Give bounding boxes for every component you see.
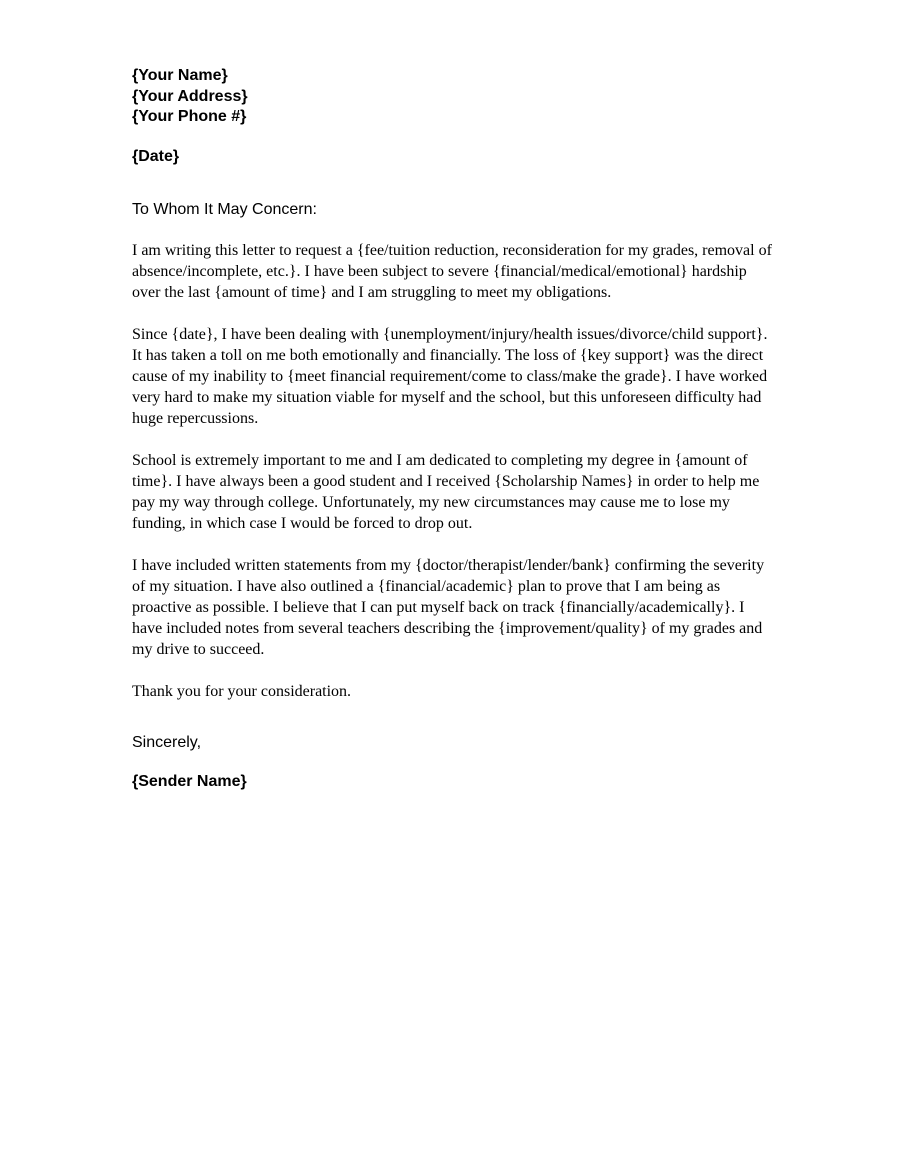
sender-address: {Your Address}: [132, 87, 248, 105]
sender-name: {Your Name}: [132, 67, 228, 84]
letter-paragraphs: [132, 240, 772, 702]
paragraph-thanks: Thank you for your consideration.: [132, 682, 352, 700]
paragraph-school: School is extremely important to me and I am dedicated to completing my degree in {amount of time}. I have always been a good student and I received {Scholarship Names} in order to help me pay my way through college. Unfortunately, my new circumstances may cause me to lose my funding, in which case I would be forced to drop out.: [132, 451, 760, 532]
signature-name: {Sender Name}: [132, 773, 247, 790]
paragraph-circumstances: Since {date}, I have been dealing with {unemployment/injury/health issues/divorce/child support}. It has taken a toll on me both emotionally and financially. The loss of {key support} was the direct cause of my inability to {meet financial requirement/come to class/make the grade}. I have worked very hard to make my situation viable for myself and the school, but this unforeseen difficulty had huge repercussions.: [132, 325, 768, 427]
letter-body: [132, 66, 772, 793]
letter-date: {Date}: [132, 147, 180, 165]
paragraph-request: I am writing this letter to request a {fee/tuition reduction, reconsideration for my grades, removal of absence/incomplete, etc.}. I have been subject to severe {financial/medical/emotional} hardship over the last {amount of time} and I am struggling to meet my obligations.: [132, 241, 772, 301]
sender-phone: {Your Phone #}: [132, 108, 247, 125]
sender-block: [132, 66, 772, 128]
closing: Sincerely,: [132, 733, 202, 751]
paragraph-supporting-documents: I have included written statements from my {doctor/therapist/lender/bank} confirming the severity of my situation. I have also outlined a {financial/academic} plan to prove that I am being as proactive as possible. I believe that I can put myself back on track {financially/academically}. I have included notes from several teachers describing the {improvement/quality} of my grades and my drive to succeed.: [132, 556, 765, 658]
salutation: To Whom It May Concern:: [132, 201, 317, 218]
